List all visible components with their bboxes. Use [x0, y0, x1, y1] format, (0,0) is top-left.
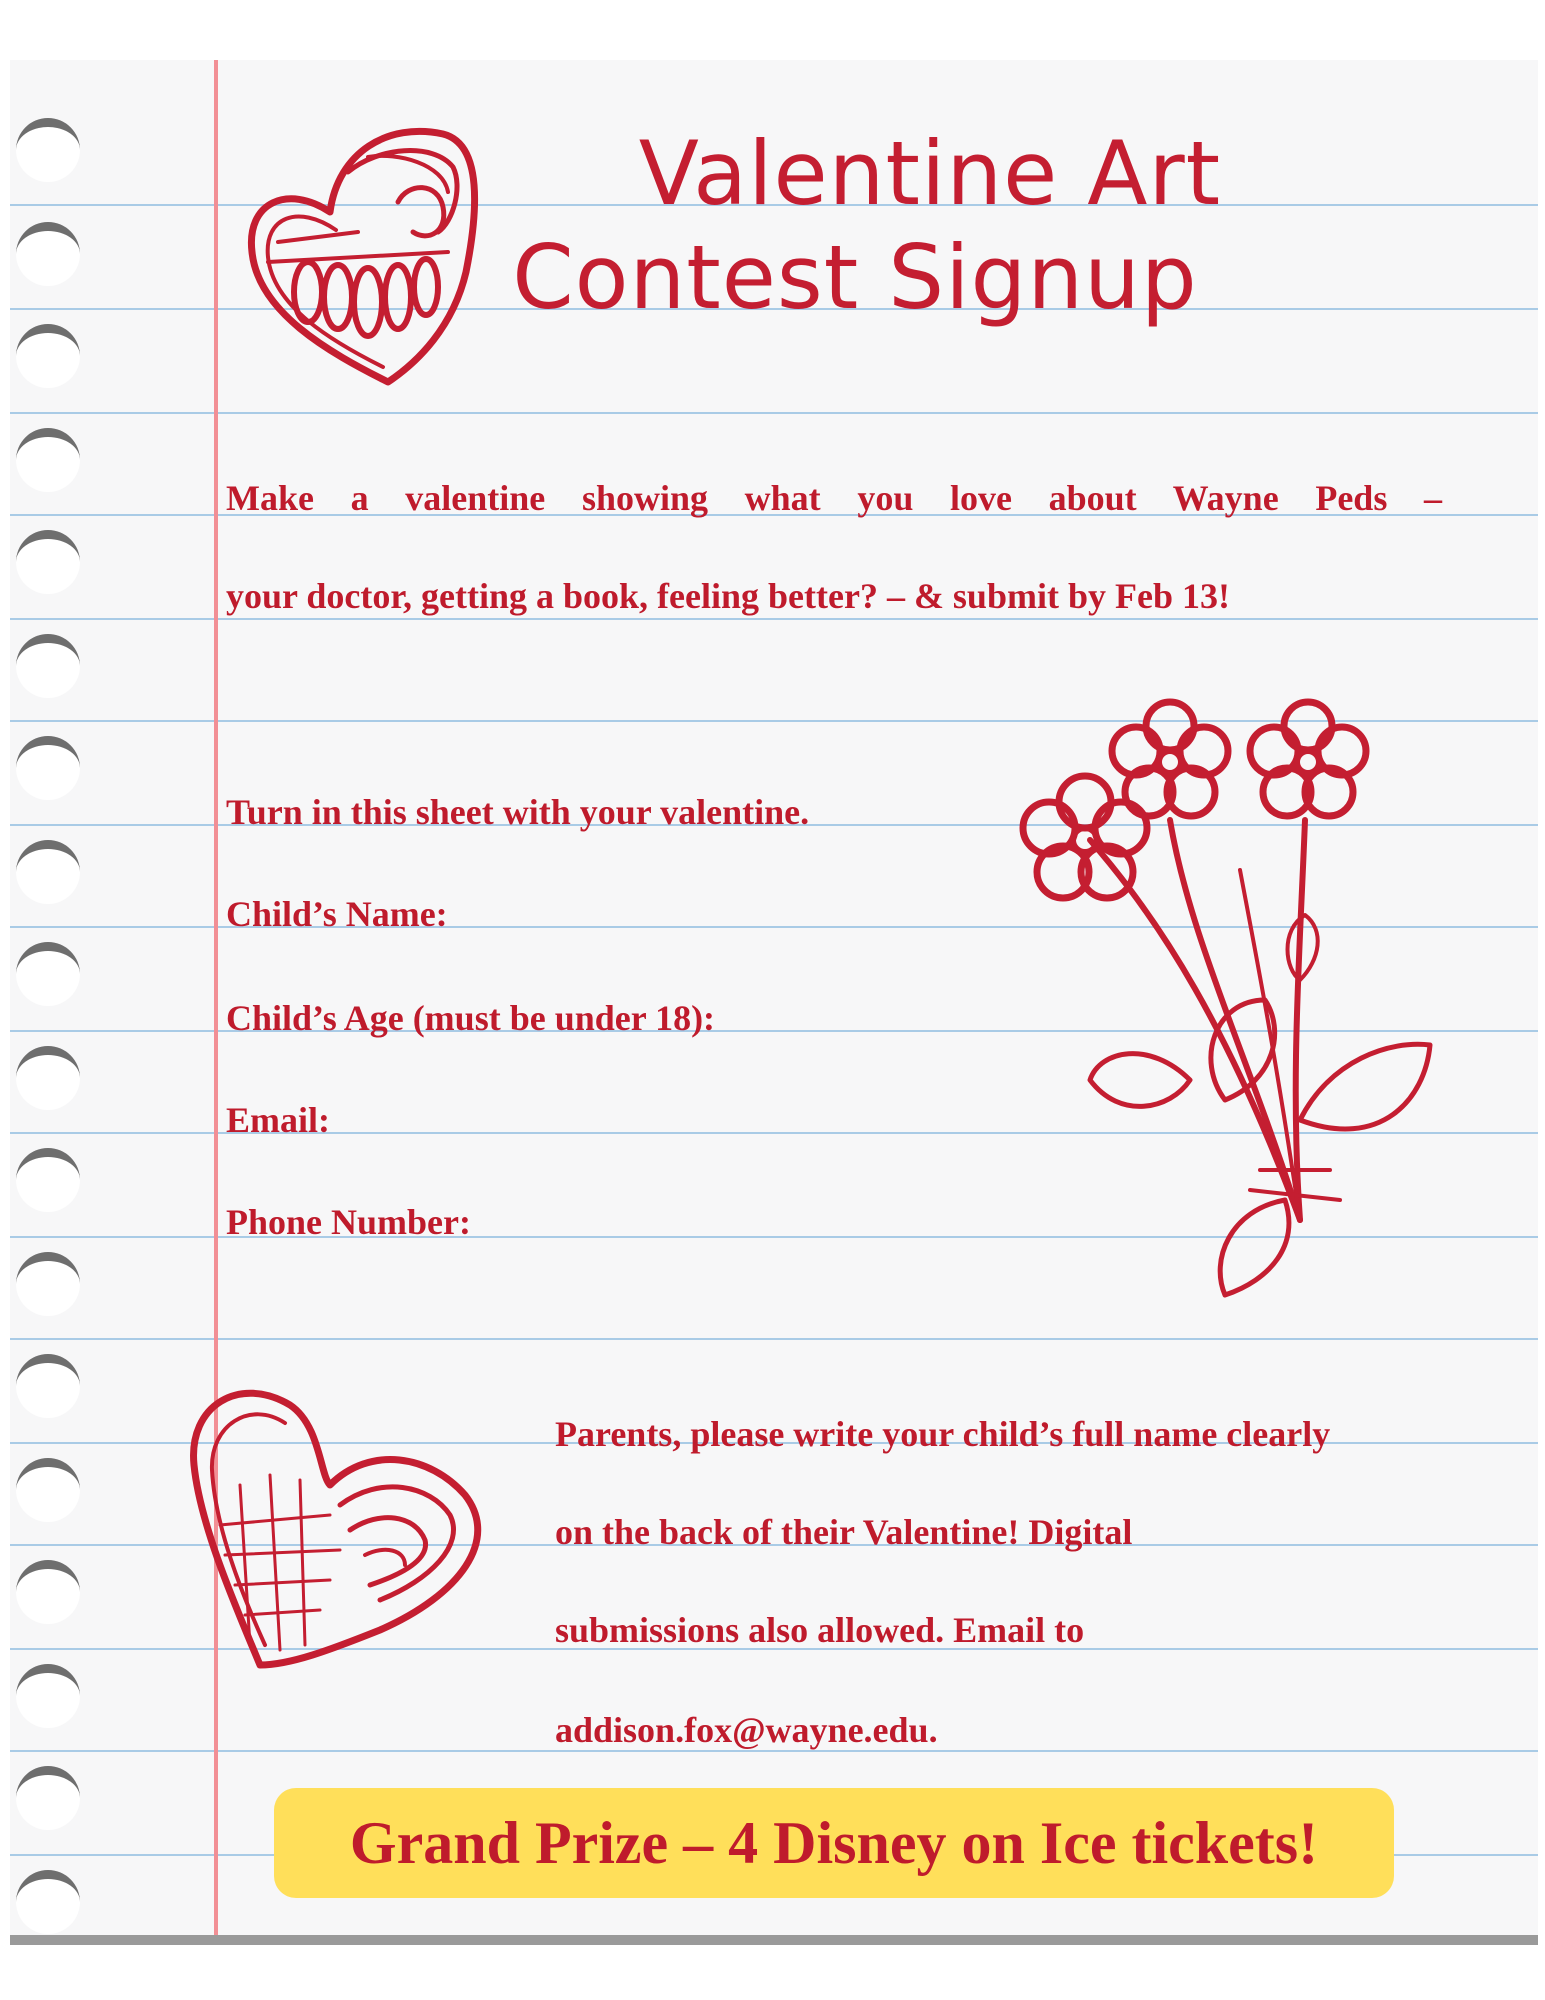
- parents-note-email: addison.fox@wayne.edu.: [555, 1710, 938, 1750]
- title-line-2: Contest Signup: [512, 226, 1198, 329]
- ruled-line: [10, 618, 1538, 620]
- binder-hole: [16, 1046, 80, 1110]
- parents-note-line-1: Parents, please write your child’s full name clearly: [555, 1414, 1331, 1454]
- binder-hole: [16, 1870, 80, 1934]
- child-age-label: Child’s Age (must be under 18):: [226, 998, 716, 1038]
- parents-note-line-3: submissions also allowed. Email to: [555, 1610, 1085, 1650]
- binder-hole: [16, 1560, 80, 1624]
- email-label: Email:: [226, 1100, 330, 1140]
- binder-hole: [16, 1664, 80, 1728]
- phone-number-label: Phone Number:: [226, 1202, 471, 1242]
- grand-prize-banner: [274, 1788, 1394, 1898]
- intro-line-1: Make a valentine showing what you love about Wayne Peds –: [226, 478, 1442, 518]
- binder-hole: [16, 118, 80, 182]
- binder-hole: [16, 840, 80, 904]
- binder-hole: [16, 1252, 80, 1316]
- binder-hole: [16, 428, 80, 492]
- binder-hole: [16, 942, 80, 1006]
- ruled-line: [10, 1750, 1538, 1752]
- binder-hole: [16, 1766, 80, 1830]
- binder-hole: [16, 324, 80, 388]
- binder-hole: [16, 1148, 80, 1212]
- flower-bouquet-doodle-icon: [1000, 700, 1460, 1300]
- heart-doodle-icon: [180, 1365, 510, 1685]
- ruled-line: [10, 412, 1538, 414]
- page-title: [480, 122, 1380, 330]
- binder-hole: [16, 1354, 80, 1418]
- title-line-1: Valentine Art: [638, 122, 1222, 225]
- binder-hole: [16, 634, 80, 698]
- binder-hole: [16, 222, 80, 286]
- binder-hole: [16, 736, 80, 800]
- form-instruction: Turn in this sheet with your valentine.: [226, 792, 810, 832]
- ruled-line: [10, 1338, 1538, 1340]
- child-name-label: Child’s Name:: [226, 894, 448, 934]
- paper-bottom-edge: [10, 1935, 1538, 1945]
- grand-prize-text: Grand Prize – 4 Disney on Ice tickets!: [349, 1809, 1319, 1876]
- binder-hole: [16, 530, 80, 594]
- binder-hole: [16, 1458, 80, 1522]
- parents-note-line-2: on the back of their Valentine! Digital: [555, 1512, 1133, 1552]
- intro-line-2: your doctor, getting a book, feeling better? – & submit by Feb 13!: [226, 576, 1230, 616]
